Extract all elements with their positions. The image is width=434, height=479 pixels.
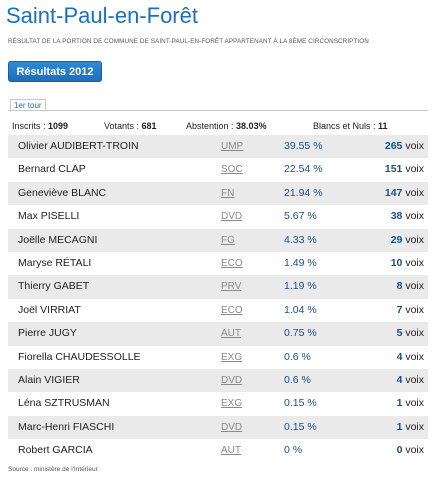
votes-unit: voix — [402, 373, 424, 386]
table-row — [8, 229, 428, 252]
page-subtitle: RÉSULTAT DE LA PORTION DE COMMUNE DE SAINT-PAUL-EN-FORÊT APPARTENANT À LA 8ÈME CIRCONSCRIPTION — [8, 38, 369, 45]
party-link[interactable]: EXG — [221, 398, 243, 410]
votes-count: 4 — [396, 373, 403, 386]
table-row — [8, 346, 428, 369]
candidate-votes — [397, 275, 424, 298]
abstention-label: Abstention : — [186, 121, 237, 131]
votes-count: 10 — [390, 256, 403, 269]
party-link[interactable]: SOC — [221, 164, 243, 176]
source-note: Source : ministère de l'Intérieur — [8, 466, 98, 473]
votes-count: 147 — [384, 186, 403, 199]
candidate-name: Bernard CLAP — [18, 163, 86, 176]
table-row — [8, 416, 428, 439]
votes-count: 151 — [384, 163, 403, 176]
tab-1er-tour[interactable]: 1er tour — [10, 99, 46, 112]
candidate-name: Olivier AUDIBERT-TROIN — [18, 140, 139, 152]
votants-value: 681 — [141, 121, 157, 131]
candidate-name: Thierry GABET — [18, 280, 90, 293]
candidate-name: Geneviève BLANC — [18, 186, 107, 199]
table-row — [8, 252, 428, 275]
votes-count: 7 — [396, 303, 403, 316]
party-link[interactable]: ECO — [221, 304, 243, 316]
candidate-percent: 1.49 % — [284, 256, 317, 269]
candidate-name: Joël VIRRIAT — [18, 303, 81, 316]
votes-count: 8 — [396, 280, 403, 293]
votes-count: 5 — [396, 327, 403, 340]
blancs-value: 11 — [378, 121, 388, 131]
party-link[interactable]: FG — [221, 234, 235, 246]
inscrits-value: 1099 — [48, 121, 69, 131]
abstention-value: 38.03% — [236, 121, 267, 131]
table-row — [8, 158, 428, 181]
votes-count: 265 — [384, 140, 403, 152]
candidate-name: Robert GARCIA — [18, 444, 93, 457]
votes-count: 29 — [390, 233, 403, 246]
results-table — [8, 135, 428, 462]
votes-count: 4 — [396, 350, 403, 363]
tab-bar-divider — [8, 110, 428, 111]
candidate-votes — [397, 369, 424, 392]
candidate-name: Léna SZTRUSMAN — [18, 397, 110, 410]
party-link[interactable]: AUT — [221, 445, 241, 457]
candidate-votes — [391, 229, 424, 252]
party-link[interactable]: AUT — [221, 328, 241, 340]
table-row — [8, 205, 428, 228]
party-link[interactable]: FN — [221, 187, 235, 199]
candidate-votes — [385, 158, 424, 181]
table-row — [8, 439, 428, 462]
votes-unit: voix — [402, 280, 424, 293]
candidate-name: Pierre JUGY — [18, 327, 77, 340]
candidate-votes — [391, 205, 424, 228]
votes-count: 1 — [396, 420, 403, 433]
candidate-name: Marc-Henri FIASCHI — [18, 420, 115, 433]
party-link[interactable]: UMP — [221, 141, 244, 152]
candidate-percent: 0.6 % — [284, 373, 311, 386]
party-link[interactable]: ECO — [221, 257, 243, 269]
votes-unit: voix — [402, 233, 424, 246]
votes-count: 0 — [396, 444, 403, 457]
votes-unit: voix — [402, 186, 424, 199]
votes-unit: voix — [402, 256, 424, 269]
votes-unit: voix — [402, 140, 424, 152]
votants-label: Votants : — [104, 121, 142, 131]
candidate-percent: 0.6 % — [284, 350, 311, 363]
party-link[interactable]: EXG — [221, 351, 243, 363]
party-link[interactable]: DVD — [221, 421, 243, 433]
candidate-votes — [397, 299, 424, 322]
candidate-votes — [397, 439, 424, 462]
votes-unit: voix — [402, 303, 424, 316]
candidate-name: Maryse RÉTALI — [18, 256, 92, 269]
party-link[interactable]: DVD — [221, 211, 243, 223]
candidate-percent: 1.04 % — [284, 303, 317, 316]
candidate-name: Fiorella CHAUDESSOLLE — [18, 350, 141, 363]
votes-unit: voix — [402, 397, 424, 410]
table-row — [8, 322, 428, 345]
party-link[interactable]: DVD — [221, 374, 243, 386]
candidate-percent: 0.15 % — [284, 397, 317, 410]
candidate-votes — [397, 322, 424, 345]
candidate-name: Alain VIGIER — [18, 373, 80, 386]
candidate-votes — [397, 392, 424, 415]
candidate-percent: 0.75 % — [284, 327, 317, 340]
candidate-votes — [391, 252, 424, 275]
candidate-votes — [397, 346, 424, 369]
candidate-percent: 1.19 % — [284, 280, 317, 293]
candidate-percent: 5.67 % — [284, 210, 317, 223]
votes-unit: voix — [402, 444, 424, 457]
candidate-votes — [385, 135, 424, 158]
votes-unit: voix — [402, 163, 424, 176]
table-row — [8, 135, 428, 158]
candidate-percent: 21.94 % — [284, 186, 323, 199]
abstention-stat — [186, 121, 267, 131]
candidate-percent: 0 % — [284, 444, 303, 457]
votes-unit: voix — [402, 350, 424, 363]
votes-unit: voix — [402, 327, 424, 340]
votes-unit: voix — [402, 420, 424, 433]
votes-unit: voix — [402, 210, 424, 223]
candidate-percent: 4.33 % — [284, 233, 317, 246]
inscrits-stat — [12, 121, 68, 131]
candidate-votes — [385, 182, 424, 205]
results-2012-button[interactable]: Résultats 2012 — [8, 61, 102, 82]
table-row — [8, 275, 428, 298]
table-row — [8, 392, 428, 415]
table-row — [8, 299, 428, 322]
page-title: Saint-Paul-en-Forêt — [6, 3, 198, 28]
candidate-votes — [397, 416, 424, 439]
candidate-percent: 22.54 % — [284, 163, 323, 176]
votes-count: 38 — [390, 210, 403, 223]
candidate-name: Joëlle MECAGNI — [18, 233, 98, 246]
table-row — [8, 182, 428, 205]
blancs-stat — [313, 121, 388, 131]
candidate-name: Max PISELLI — [18, 210, 80, 223]
inscrits-label: Inscrits : — [12, 121, 49, 131]
candidate-percent: 39.55 % — [284, 140, 323, 152]
candidate-percent: 0.15 % — [284, 420, 317, 433]
blancs-label: Blancs et Nuls : — [313, 121, 379, 131]
votants-stat — [104, 121, 157, 131]
table-row — [8, 369, 428, 392]
party-link[interactable]: PRV — [221, 281, 242, 293]
votes-count: 1 — [396, 397, 403, 410]
